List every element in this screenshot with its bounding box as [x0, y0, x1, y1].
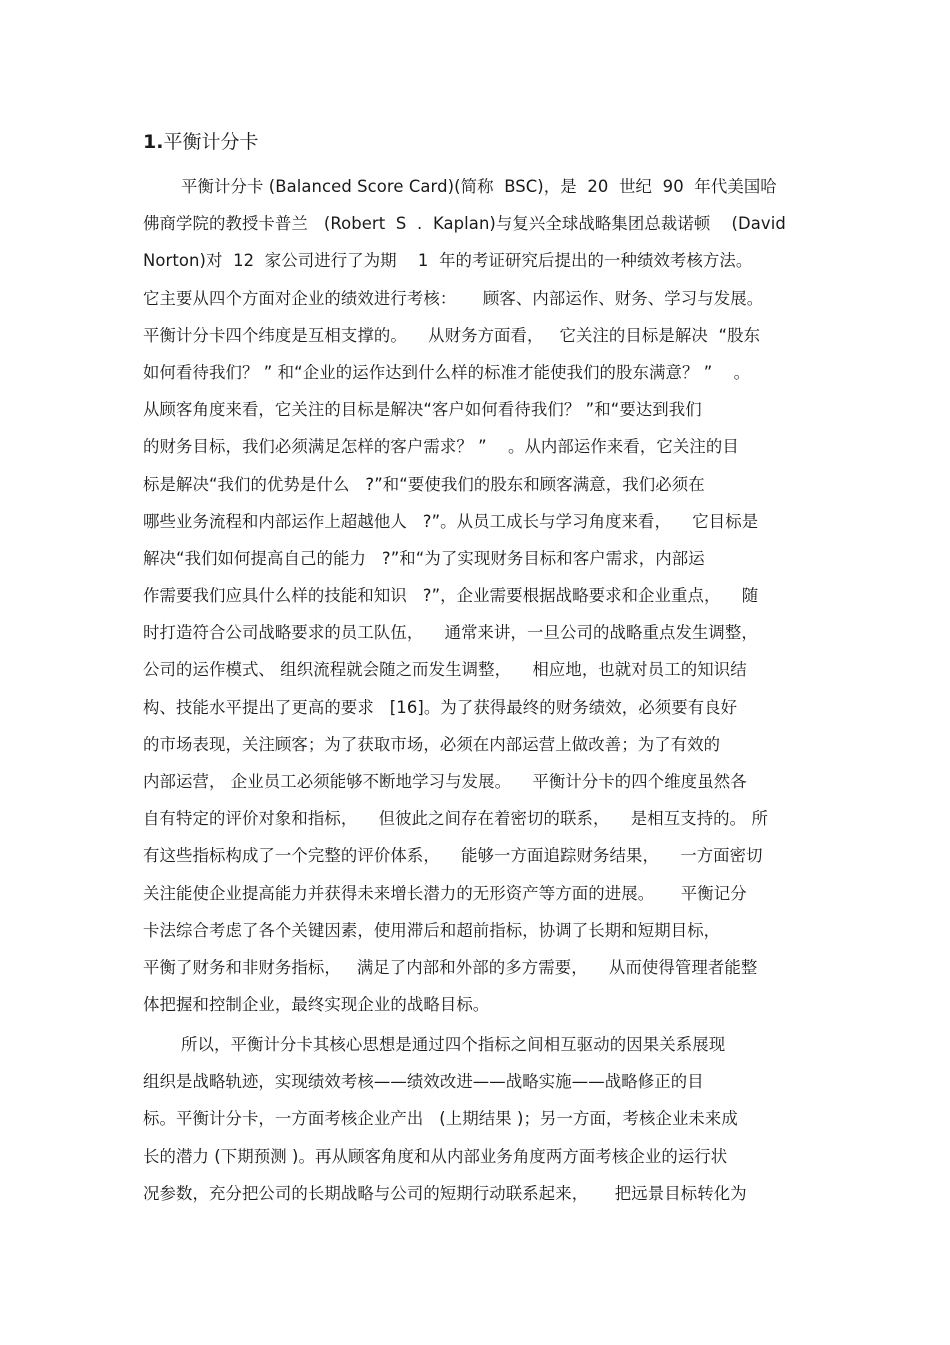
section-heading [143, 126, 258, 158]
text-line: 自有特定的评价对象和指标， 但彼此之间存在着密切的联系， 是相互支持的。 所 [143, 809, 768, 829]
text-line: 平衡计分卡 (Balanced Score Card)(简称 BSC)，是 20 世纪 90 年代美国哈 [181, 177, 777, 196]
paragraph-1 [143, 168, 808, 1023]
text-line: 组织是战略轨迹，实现绩效考核——绩效改进——战略实施——战略修正的目 [143, 1072, 704, 1092]
paragraph-2 [143, 1026, 808, 1212]
text-line: 从顾客角度来看，它关注的目标是解决“客户如何看待我们？ ”和“要达到我们 [143, 400, 702, 420]
text-line: 关注能使企业提高能力并获得未来增长潜力的无形资产等方面的进展。 平衡记分 [143, 883, 747, 903]
text-line: 作需要我们应具什么样的技能和知识 ?”，企业需要根据战略要求和企业重点， 随 [143, 586, 759, 606]
text-line: 的财务目标，我们必须满足怎样的客户需求？ ” 。从内部运作来看，它关注的目 [143, 437, 739, 457]
text-line: 卡法综合考虑了各个关键因素，使用滞后和超前指标，协调了长期和短期目标， [143, 920, 721, 940]
text-line: 佛商学院的教授卡普兰 (Robert S . Kaplan)与复兴全球战略集团总裁诺顿 (David [143, 214, 786, 234]
text-line: 有这些指标构成了一个完整的评价体系， 能够一方面追踪财务结果， 一方面密切 [143, 846, 763, 866]
text-line: 的市场表现，关注顾客；为了获取市场，必须在内部运营上做改善；为了有效的 [143, 734, 721, 754]
text-line: 长的潜力 (下期预测 )。再从顾客角度和从内部业务角度两方面考核企业的运行状 [143, 1146, 728, 1166]
text-line: 体把握和控制企业，最终实现企业的战略目标。 [143, 995, 490, 1015]
section-number: 1. [143, 131, 164, 153]
text-line: Norton)对 12 家公司进行了为期 1 年的考证研究后提出的一种绩效考核方法。 [143, 251, 753, 271]
text-line: 它主要从四个方面对企业的绩效进行考核： 顾客、内部运作、财务、学习与发展。 [143, 288, 764, 308]
text-line: 平衡了财务和非财务指标， 满足了内部和外部的多方需要， 从而使得管理者能整 [143, 957, 758, 977]
text-line: 哪些业务流程和内部运作上超越他人 ?”。从员工成长与学习角度来看， 它目标是 [143, 511, 759, 531]
text-line: 时打造符合公司战略要求的员工队伍， 通常来讲，一旦公司的战略重点发生调整， [143, 623, 758, 643]
text-line: 标是解决“我们的优势是什么 ?”和“要使我们的股东和顾客满意，我们必须在 [143, 474, 705, 494]
text-line: 平衡计分卡四个纬度是互相支撑的。 从财务方面看， 它关注的目标是解决 “股东 [143, 325, 761, 345]
section-title: 平衡计分卡 [163, 131, 259, 153]
text-line: 内部运营， 企业员工必须能够不断地学习与发展。 平衡计分卡的四个维度虽然各 [143, 772, 747, 791]
text-line: 况参数，充分把公司的长期战略与公司的短期行动联系起来， 把远景目标转化为 [143, 1183, 747, 1203]
text-line: 解决“我们如何提高自己的能力 ?”和“为了实现财务目标和客户需求，内部运 [143, 548, 705, 568]
text-line: 公司的运作模式、 组织流程就会随之而发生调整， 相应地，也就对员工的知识结 [143, 660, 747, 680]
text-line: 构、技能水平提出了更高的要求 [16]。为了获得最终的财务绩效，必须要有良好 [143, 697, 738, 717]
text-line: 所以，平衡计分卡其核心思想是通过四个指标之间相互驱动的因果关系展现 [181, 1035, 726, 1054]
text-line: 标。平衡计分卡，一方面考核企业产出 (上期结果 )；另一方面，考核企业未来成 [143, 1109, 738, 1129]
text-line: 如何看待我们？ ” 和“企业的运作达到什么样的标准才能使我们的股东满意？ ” 。 [143, 362, 751, 382]
